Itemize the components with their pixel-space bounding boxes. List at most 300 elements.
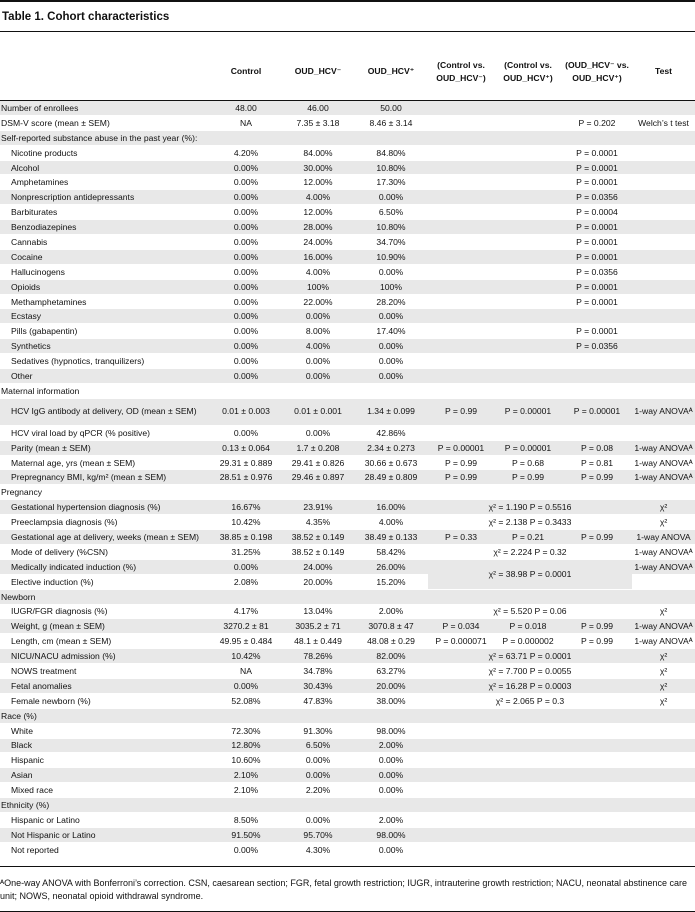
table-cell: 16.00% <box>282 249 354 264</box>
table-cell: Welch’s t test <box>632 115 695 130</box>
table-cell: 2.00% <box>354 604 428 619</box>
table-cell: 0.00% <box>210 842 282 857</box>
table-cell: 2.10% <box>210 783 282 798</box>
table-cell: P = 0.0001 <box>562 324 632 339</box>
table-cell: 1.34 ± 0.099 <box>354 398 428 425</box>
table-cell <box>632 160 695 175</box>
table-cell: 20.00% <box>354 678 428 693</box>
table-row <box>0 220 695 235</box>
table-cell: P = 0.0356 <box>562 339 632 354</box>
table-cell: χ² <box>632 604 695 619</box>
table-row <box>0 842 695 857</box>
table-cell: 0.00% <box>210 175 282 190</box>
table-cell <box>632 812 695 827</box>
table-cell: 12.80% <box>210 738 282 753</box>
table-cell: P = 0.99 <box>428 455 494 470</box>
table-cell: 0.00% <box>210 220 282 235</box>
table-cell: χ² = 1.190 P = 0.5516 <box>428 500 632 515</box>
table-cell: 10.90% <box>354 249 428 264</box>
table-cell: 26.00% <box>354 559 428 574</box>
table-cell: 0.00% <box>210 160 282 175</box>
table-cell: 63.27% <box>354 664 428 679</box>
row-label: White <box>0 723 210 738</box>
row-label: Alcohol <box>0 160 210 175</box>
table-cell <box>632 205 695 220</box>
table-cell: 4.30% <box>282 842 354 857</box>
table-cell: 42.86% <box>354 425 428 440</box>
table-cell <box>494 827 562 842</box>
table-cell: 22.00% <box>282 294 354 309</box>
table-cell: 12.00% <box>282 205 354 220</box>
table-cell: NA <box>210 115 282 130</box>
table-cell: 13.04% <box>282 604 354 619</box>
table-cell <box>632 324 695 339</box>
row-label: Hispanic or Latino <box>0 812 210 827</box>
table-cell: 47.83% <box>282 693 354 708</box>
table-cell <box>562 723 632 738</box>
table-row <box>0 619 695 634</box>
table-row <box>0 738 695 753</box>
table-cell: 8.46 ± 3.14 <box>354 115 428 130</box>
table-row <box>0 425 695 440</box>
row-label: Elective induction (%) <box>0 574 210 589</box>
table-row <box>0 264 695 279</box>
header-cell: (Control vs. OUD_HCV⁺) <box>494 44 562 101</box>
table-cell: χ² = 2.138 P = 0.3433 <box>428 515 632 530</box>
table-cell <box>494 279 562 294</box>
table-cell: P = 0.00001 <box>494 440 562 455</box>
section-header-row <box>0 485 695 500</box>
table-cell <box>428 324 494 339</box>
table-cell: 0.01 ± 0.001 <box>282 398 354 425</box>
table-cell: 10.80% <box>354 160 428 175</box>
table-cell <box>494 309 562 324</box>
table-cell: 91.30% <box>282 723 354 738</box>
table-cell <box>494 115 562 130</box>
table-cell <box>632 309 695 324</box>
table-cell: 0.00% <box>210 339 282 354</box>
table-cell: 72.30% <box>210 723 282 738</box>
table-title-bar <box>0 0 695 32</box>
row-label: Synthetics <box>0 339 210 354</box>
table-cell: 0.00% <box>210 235 282 250</box>
table-cell: 29.46 ± 0.897 <box>282 470 354 485</box>
table-row <box>0 559 695 574</box>
table-cell <box>494 783 562 798</box>
section-header-row <box>0 589 695 604</box>
table-cell <box>428 220 494 235</box>
table-row <box>0 530 695 545</box>
table-cell: 6.50% <box>282 738 354 753</box>
table-cell: P = 0.21 <box>494 530 562 545</box>
table-cell: 2.00% <box>354 738 428 753</box>
table-cell: 10.60% <box>210 753 282 768</box>
table-cell: P = 0.0001 <box>562 175 632 190</box>
table-row <box>0 544 695 559</box>
row-label: Fetal anomalies <box>0 678 210 693</box>
table-cell: 0.00% <box>282 369 354 384</box>
table-cell: 52.08% <box>210 693 282 708</box>
table-cell: 4.00% <box>354 515 428 530</box>
table-cell: P = 0.018 <box>494 619 562 634</box>
section-header-row <box>0 708 695 723</box>
table-cell <box>428 235 494 250</box>
table-cell <box>428 279 494 294</box>
table-cell <box>494 369 562 384</box>
table-cell <box>562 812 632 827</box>
row-label: Cocaine <box>0 249 210 264</box>
table-cell: 16.00% <box>354 500 428 515</box>
table-cell <box>428 842 494 857</box>
row-label: Length, cm (mean ± SEM) <box>0 634 210 649</box>
table-cell <box>428 783 494 798</box>
table-cell: P = 0.00001 <box>494 398 562 425</box>
table-row <box>0 369 695 384</box>
row-label: Amphetamines <box>0 175 210 190</box>
table-cell: 0.00% <box>210 369 282 384</box>
table-cell: P = 0.000002 <box>494 634 562 649</box>
table-cell: 4.00% <box>282 190 354 205</box>
table-cell: P = 0.68 <box>494 455 562 470</box>
table-cell <box>428 369 494 384</box>
table-cell <box>494 324 562 339</box>
row-label: Race (%) <box>0 708 695 723</box>
table-cell: 38.52 ± 0.149 <box>282 530 354 545</box>
table-cell: 0.00% <box>210 294 282 309</box>
table-cell: 0.00% <box>282 768 354 783</box>
table-row <box>0 339 695 354</box>
table-cell: 0.00% <box>354 354 428 369</box>
table-cell <box>632 738 695 753</box>
table-cell <box>494 768 562 783</box>
table-cell: 0.00% <box>282 309 354 324</box>
header-cell: OUD_HCV⁻ <box>282 44 354 101</box>
table-cell <box>562 369 632 384</box>
table-cell <box>632 723 695 738</box>
table-cell: 0.00% <box>354 309 428 324</box>
table-cell <box>494 175 562 190</box>
table-cell <box>562 101 632 116</box>
table-cell <box>428 723 494 738</box>
row-label: Asian <box>0 768 210 783</box>
table-cell: 78.26% <box>282 649 354 664</box>
row-label: DSM-V score (mean ± SEM) <box>0 115 210 130</box>
table-cell: 0.00% <box>354 339 428 354</box>
table-cell: 28.00% <box>282 220 354 235</box>
table-cell <box>428 160 494 175</box>
table-cell <box>428 768 494 783</box>
row-label: Medically indicated induction (%) <box>0 559 210 574</box>
table-cell: 50.00 <box>354 101 428 116</box>
table-row <box>0 398 695 425</box>
table-cell <box>632 190 695 205</box>
row-label: IUGR/FGR diagnosis (%) <box>0 604 210 619</box>
table-row <box>0 175 695 190</box>
table-cell: P = 0.0001 <box>562 220 632 235</box>
row-label: Gestational hypertension diagnosis (%) <box>0 500 210 515</box>
table-cell <box>632 842 695 857</box>
table-cell: 58.42% <box>354 544 428 559</box>
table-cell <box>632 354 695 369</box>
table-cell <box>494 264 562 279</box>
table-cell: 0.00% <box>354 842 428 857</box>
table-cell <box>428 339 494 354</box>
row-label: NICU/NACU admission (%) <box>0 649 210 664</box>
table-cell: 3035.2 ± 71 <box>282 619 354 634</box>
table-cell: P = 0.000071 <box>428 634 494 649</box>
table-cell <box>632 220 695 235</box>
table-cell <box>562 783 632 798</box>
row-label: NOWS treatment <box>0 664 210 679</box>
row-label: Hallucinogens <box>0 264 210 279</box>
table-row <box>0 768 695 783</box>
row-label: Mixed race <box>0 783 210 798</box>
table-cell: 10.42% <box>210 649 282 664</box>
table-cell: χ² = 7.700 P = 0.0055 <box>428 664 632 679</box>
table-cell: P = 0.0001 <box>562 235 632 250</box>
table-cell <box>632 827 695 842</box>
table-cell <box>632 145 695 160</box>
table-cell: 23.91% <box>282 500 354 515</box>
table-cell <box>494 842 562 857</box>
table-cell: 0.00% <box>282 812 354 827</box>
table-body <box>0 101 695 858</box>
table-cell: 2.00% <box>354 812 428 827</box>
table-cell: 4.00% <box>282 339 354 354</box>
header-cell: Test <box>632 44 695 101</box>
table-cell: 8.50% <box>210 812 282 827</box>
table-cell: P = 0.00001 <box>428 440 494 455</box>
table-cell: χ² <box>632 649 695 664</box>
table-cell <box>428 294 494 309</box>
table-cell <box>428 145 494 160</box>
row-label: Number of enrollees <box>0 101 210 116</box>
table-row <box>0 515 695 530</box>
table-title: Table 1. Cohort characteristics <box>2 11 170 23</box>
table-cell <box>494 205 562 220</box>
header-cell: Control <box>210 44 282 101</box>
table-cell: 0.00% <box>282 425 354 440</box>
table-cell: 0.00% <box>210 249 282 264</box>
table-cell: 48.00 <box>210 101 282 116</box>
table-cell <box>632 249 695 264</box>
table-cell <box>632 753 695 768</box>
table-cell: 2.20% <box>282 783 354 798</box>
table-cell: 48.1 ± 0.449 <box>282 634 354 649</box>
table-cell: 20.00% <box>282 574 354 589</box>
table-cell: 0.00% <box>210 264 282 279</box>
table-cell: 48.08 ± 0.29 <box>354 634 428 649</box>
table-header-row <box>0 44 695 101</box>
row-label: Maternal information <box>0 383 695 398</box>
header-cell: (Control vs. OUD_HCV⁻) <box>428 44 494 101</box>
table-cell: P = 0.202 <box>562 115 632 130</box>
table-cell <box>428 354 494 369</box>
table-cell: P = 0.99 <box>428 398 494 425</box>
table-row <box>0 604 695 619</box>
section-header-row <box>0 798 695 813</box>
table-cell: 16.67% <box>210 500 282 515</box>
row-label: Not reported <box>0 842 210 857</box>
table-cell <box>562 768 632 783</box>
table-cell: 0.00% <box>210 559 282 574</box>
table-cell: 95.70% <box>282 827 354 842</box>
table-cell: 0.00% <box>354 768 428 783</box>
table-cell <box>428 115 494 130</box>
table-cell: 100% <box>354 279 428 294</box>
row-label: Ethnicity (%) <box>0 798 695 813</box>
table-cell <box>428 101 494 116</box>
row-label: Ecstasy <box>0 309 210 324</box>
table-cell <box>632 768 695 783</box>
header-cell: OUD_HCV⁺ <box>354 44 428 101</box>
table-row <box>0 500 695 515</box>
table-row <box>0 309 695 324</box>
table-cell <box>494 425 562 440</box>
table-cell: 17.40% <box>354 324 428 339</box>
table-cell: χ² <box>632 500 695 515</box>
row-label: Black <box>0 738 210 753</box>
table-cell: 0.00% <box>282 354 354 369</box>
table-cell: 10.80% <box>354 220 428 235</box>
table-cell <box>494 738 562 753</box>
table-row <box>0 723 695 738</box>
table-cell: χ² = 63.71 P = 0.0001 <box>428 649 632 664</box>
table-cell: 100% <box>282 279 354 294</box>
table-cell: χ² = 16.28 P = 0.0003 <box>428 678 632 693</box>
row-label: Self-reported substance abuse in the past year (%): <box>0 130 695 145</box>
table-cell: 24.00% <box>282 235 354 250</box>
row-label: Not Hispanic or Latino <box>0 827 210 842</box>
table-cell: 38.52 ± 0.149 <box>282 544 354 559</box>
table-cell: 98.00% <box>354 723 428 738</box>
row-label: Cannabis <box>0 235 210 250</box>
table-cell: 1.7 ± 0.208 <box>282 440 354 455</box>
table-cell <box>494 339 562 354</box>
table-row <box>0 205 695 220</box>
header-cell <box>0 44 210 101</box>
table-cell <box>632 279 695 294</box>
table-cell: 0.13 ± 0.064 <box>210 440 282 455</box>
table-cell: P = 0.99 <box>562 470 632 485</box>
row-label: Pills (gabapentin) <box>0 324 210 339</box>
table-cell: P = 0.08 <box>562 440 632 455</box>
table-cell <box>428 738 494 753</box>
table-row <box>0 812 695 827</box>
table-cell <box>494 101 562 116</box>
row-label: Other <box>0 369 210 384</box>
table-cell <box>494 235 562 250</box>
table-cell: 91.50% <box>210 827 282 842</box>
row-label: Pregnancy <box>0 485 695 500</box>
table-cell: P = 0.99 <box>494 470 562 485</box>
table-cell: P = 0.81 <box>562 455 632 470</box>
table-cell <box>428 190 494 205</box>
table-cell <box>562 738 632 753</box>
table-cell: P = 0.99 <box>562 530 632 545</box>
table-cell <box>494 354 562 369</box>
table-row <box>0 324 695 339</box>
table-cell: 0.00% <box>354 190 428 205</box>
table-cell: NA <box>210 664 282 679</box>
table-cell <box>562 827 632 842</box>
table-row <box>0 249 695 264</box>
table-cell <box>428 309 494 324</box>
table-cell <box>632 294 695 309</box>
row-label: Barbiturates <box>0 205 210 220</box>
table-cell: P = 0.0001 <box>562 160 632 175</box>
table-cell: 1-way ANOVAᴬ <box>632 470 695 485</box>
table-cell: 2.10% <box>210 768 282 783</box>
table-cell: P = 0.0356 <box>562 190 632 205</box>
table-cell <box>562 753 632 768</box>
table-cell <box>632 369 695 384</box>
table-cell: 0.00% <box>210 205 282 220</box>
row-label: Sedatives (hypnotics, tranquilizers) <box>0 354 210 369</box>
row-label: Parity (mean ± SEM) <box>0 440 210 455</box>
table-cell: χ² <box>632 693 695 708</box>
table-cell <box>494 190 562 205</box>
table-row <box>0 145 695 160</box>
table-cell: P = 0.0001 <box>562 249 632 264</box>
table-cell: 1-way ANOVA <box>632 530 695 545</box>
table-cell: 31.25% <box>210 544 282 559</box>
table-cell <box>428 264 494 279</box>
table-cell: χ² = 38.98 P = 0.0001 <box>428 559 632 589</box>
table-cell <box>428 205 494 220</box>
table-cell: χ² <box>632 515 695 530</box>
table-row <box>0 455 695 470</box>
table-row <box>0 354 695 369</box>
table-cell <box>494 294 562 309</box>
table-cell: 2.34 ± 0.273 <box>354 440 428 455</box>
table-cell: 10.42% <box>210 515 282 530</box>
table-footnote: ᴬOne-way ANOVA with Bonferroni’s correction. CSN, caesarean section; FGR, fetal growth restriction; IUGR, intrauterine growth restriction; NACU, neonatal abstinence care unit; NOWS, neonatal opioid withdrawal syndrome. <box>0 866 695 903</box>
table-cell: 82.00% <box>354 649 428 664</box>
table-cell: P = 0.034 <box>428 619 494 634</box>
table-row <box>0 649 695 664</box>
table-cell <box>632 574 695 589</box>
table-row <box>0 115 695 130</box>
row-label: Hispanic <box>0 753 210 768</box>
table-row <box>0 827 695 842</box>
row-label: HCV IgG antibody at delivery, OD (mean ± SEM) <box>0 398 210 425</box>
table-cell: χ² = 5.520 P = 0.06 <box>428 604 632 619</box>
table-cell: χ² <box>632 678 695 693</box>
table-cell: 1-way ANOVAᴬ <box>632 634 695 649</box>
table-cell: 2.08% <box>210 574 282 589</box>
table-cell <box>428 827 494 842</box>
table-cell <box>632 235 695 250</box>
table-row <box>0 160 695 175</box>
table-cell: 28.51 ± 0.976 <box>210 470 282 485</box>
table-row <box>0 693 695 708</box>
table-cell: 29.31 ± 0.889 <box>210 455 282 470</box>
row-label: Newborn <box>0 589 695 604</box>
table-cell <box>494 723 562 738</box>
table-cell <box>428 249 494 264</box>
table-cell <box>632 783 695 798</box>
table-cell: 38.49 ± 0.133 <box>354 530 428 545</box>
table-cell: 0.00% <box>354 783 428 798</box>
table-cell: 34.78% <box>282 664 354 679</box>
table-cell: 28.49 ± 0.809 <box>354 470 428 485</box>
row-label: Preeclampsia diagnosis (%) <box>0 515 210 530</box>
table-cell: 38.00% <box>354 693 428 708</box>
table-cell <box>562 354 632 369</box>
table-cell: 0.00% <box>210 678 282 693</box>
table-cell <box>494 812 562 827</box>
